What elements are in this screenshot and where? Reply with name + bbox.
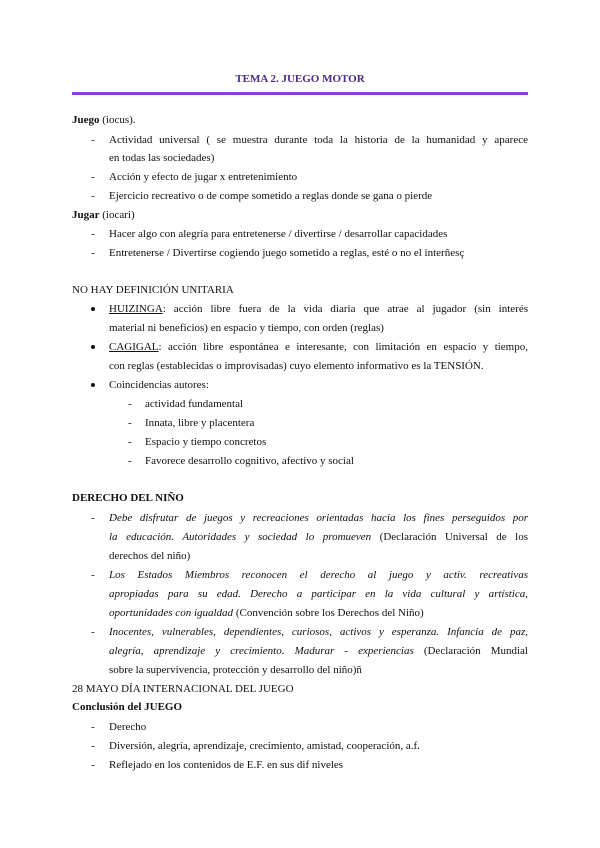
quote: oportunidades con igualdad bbox=[109, 607, 234, 619]
dash: - bbox=[91, 228, 95, 240]
list-item-cont: material ni beneficios) en espacio y tiempo, con orden (reglas) bbox=[109, 322, 384, 334]
title-rule bbox=[72, 92, 528, 95]
list-item: Hacer algo con alegría para entretenerse / divertirse / desarrollar capacidades bbox=[109, 228, 448, 240]
conclusion-heading: Conclusión del JUEGO bbox=[72, 701, 183, 713]
author-name: HUIZINGA bbox=[109, 303, 163, 315]
dash: - bbox=[128, 436, 132, 448]
dash: - bbox=[91, 721, 95, 733]
term-etymology: (iocari) bbox=[99, 209, 135, 221]
bullet-icon bbox=[91, 307, 95, 311]
bullet-icon bbox=[91, 383, 95, 387]
bullet-icon bbox=[91, 345, 95, 349]
page-title: TEMA 2. JUEGO MOTOR bbox=[235, 73, 365, 85]
derecho-heading: DERECHO DEL NIÑO bbox=[72, 492, 184, 504]
list-item-cont: sobre la supervivencia, protección y desarrollo del niño)ñ bbox=[109, 664, 362, 676]
list-item: Inocentes, vulnerables, dependientes, curiosos, activos y esperanza. Infancia de paz, bbox=[109, 626, 528, 638]
list-item: Ejercicio recreativo o de compe sometido a reglas donde se gana o pierde bbox=[109, 190, 433, 202]
list-item-cont: apropiadas para su edad. Derecho a participar en la vida cultural y artística, bbox=[109, 588, 528, 600]
term: Jugar bbox=[72, 209, 100, 221]
dash: - bbox=[128, 455, 132, 467]
list-item: Diversión, alegría, aprendizaje, crecimiento, amistad, cooperación, a.f. bbox=[109, 740, 420, 752]
nodef-heading: NO HAY DEFINICIÓN UNITARIA bbox=[72, 284, 234, 296]
sub-item: actividad fundamental bbox=[145, 398, 244, 410]
dash: - bbox=[91, 569, 95, 581]
dash: - bbox=[91, 512, 95, 524]
dash: - bbox=[91, 759, 95, 771]
list-item: Acción y efecto de jugar x entretenimiento bbox=[109, 171, 298, 183]
list-item: Debe disfrutar de juegos y recreaciones orientadas hacia los fines perseguidos por bbox=[109, 512, 528, 524]
dash: - bbox=[91, 626, 95, 638]
sub-item: Favorece desarrollo cognitivo, afectivo y social bbox=[145, 455, 354, 467]
sub-item: Espacio y tiempo concretos bbox=[145, 436, 267, 448]
dash: - bbox=[91, 190, 95, 202]
list-item-cont: derechos del niño) bbox=[109, 550, 191, 562]
list-item-cont bbox=[109, 606, 424, 620]
dash: - bbox=[128, 417, 132, 429]
dash: - bbox=[128, 398, 132, 410]
list-item-cont bbox=[109, 530, 528, 544]
source: (Convención sobre los Derechos del Niño) bbox=[233, 607, 424, 619]
term-etymology: (iocus). bbox=[99, 114, 136, 126]
list-item bbox=[109, 302, 528, 316]
juego-heading bbox=[72, 113, 136, 127]
quote: alegría, aprendizaje y crecimiento. Madurar - experiencias bbox=[109, 645, 414, 657]
jugar-heading bbox=[72, 208, 135, 222]
definition: : acción libre espontánea e interesante, con limitación en espacio y tiempo, bbox=[158, 341, 528, 353]
list-item-cont: en todas las sociedades) bbox=[109, 152, 215, 164]
list-item: Los Estados Miembros reconocen el derecho al juego y activ. recreativas bbox=[109, 569, 528, 581]
dash: - bbox=[91, 740, 95, 752]
dia-internacional: 28 MAYO DÍA INTERNACIONAL DEL JUEGO bbox=[72, 683, 294, 695]
definition: : acción libre fuera de la vida diaria que atrae al jugador (sin interés bbox=[162, 303, 528, 315]
source: (Declaración Universal de los bbox=[371, 531, 528, 543]
list-item: Reflejado en los contenidos de E.F. en sus dif niveles bbox=[109, 759, 344, 771]
list-item: Coincidencias autores: bbox=[109, 379, 209, 391]
term: Juego bbox=[72, 114, 100, 126]
source: (Declaración Mundial bbox=[413, 645, 528, 657]
dash: - bbox=[91, 171, 95, 183]
dash: - bbox=[91, 134, 95, 146]
list-item bbox=[109, 340, 528, 354]
list-item-cont bbox=[109, 644, 528, 658]
list-item: Derecho bbox=[109, 721, 147, 733]
list-item: Entretenerse / Divertirse cogiendo juego sometido a reglas, esté o no el interñesç bbox=[109, 247, 465, 259]
dash: - bbox=[91, 247, 95, 259]
quote: la educación. Autoridades y sociedad lo promueven bbox=[109, 531, 372, 543]
sub-item: Innata, libre y placentera bbox=[145, 417, 255, 429]
list-item: Actividad universal ( se muestra durante toda la historia de la humanidad y aparece bbox=[109, 134, 528, 146]
author-name: CAGIGAL bbox=[109, 341, 159, 353]
list-item-cont: con reglas (establecidas o improvisadas) cuyo elemento informativo es la TENSIÓN. bbox=[109, 360, 484, 372]
